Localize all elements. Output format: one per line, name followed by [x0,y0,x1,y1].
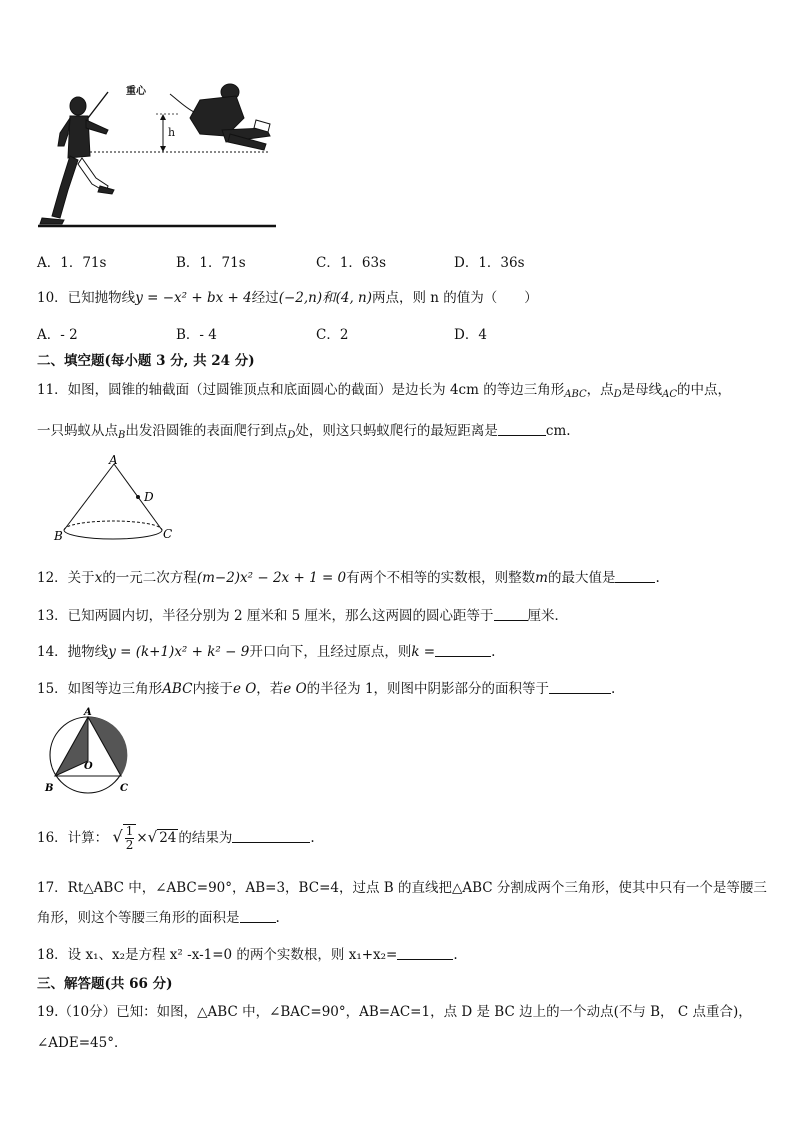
cone-label-b: B [54,529,63,543]
cone-label-c: C [163,527,173,541]
section-3-heading: 三、解答题(共 66 分) [37,976,173,992]
q9-option-b: B．1．71s [176,255,246,271]
q10-formula: y = −x² + bx + 4 [135,290,252,306]
q10-stem [37,286,538,306]
circle-label-c: C [120,783,128,794]
cone-label-a: A [109,453,118,467]
q13-answer-blank [494,608,528,621]
runner-figure [40,97,114,224]
q9-option-d: D．1．36s [454,255,525,271]
q9-option-a: A．1．71s [37,255,107,271]
q18-line: 18．设 x₁、x₂是方程 x² -x-1=0 的两个实数根，则 x₁+x₂= . [37,947,458,963]
q10-option-d: D．4 [454,327,487,343]
section-2-heading: 二、填空题(每小题 3 分, 共 24 分) [37,353,255,369]
q10-prefix: 10．已知抛物线 [37,290,136,306]
q11-line-1: 11．如图，圆锥的轴截面（过圆锥顶点和底面圆心的截面）是边长为 4cm 的等边三角形$_{ABC}$，点$_D$是母线$_{AC}$的中点， [37,382,732,400]
circle-label-a: A [84,707,92,718]
q14-line: 14．抛物线y = (k+1)x² + k² − 9开口向下，且经过原点，则k = . [37,644,496,660]
circle-label-b: B [45,783,54,794]
circle-label-o: O [84,761,93,772]
q12-line: 12．关于x的一元二次方程(m−2)x² − 2x + 1 = 0有两个不相等的实数根，则整数m的最大值是 . [37,570,660,586]
q17-answer-blank [240,910,276,923]
inscribed-triangle-figure [40,707,140,797]
q10-suffix: 两点，则 n 的值为（ ） [372,290,538,306]
q15-answer-blank [549,681,611,694]
q18-answer-blank [397,947,453,960]
q10-points: (−2,n)和(4, n) [278,290,373,306]
q16-answer-blank [232,830,310,843]
q13-line: 13．已知两圆内切，半径分别为 2 厘米和 5 厘米，那么这两圆的圆心距等于 厘米． [37,608,569,624]
q19-line-2: ∠ADE=45°． [37,1035,128,1051]
q10-option-b: B．- 4 [176,327,217,343]
long-jump-figure [30,78,290,230]
center-of-gravity-label: 重心 [126,86,146,97]
q11-answer-blank [498,423,546,436]
q17-line-1: 17．Rt△ABC 中，∠ABC=90°，AB=3，BC=4，过点 B 的直线把△ABC 分割成两个三角形，使其中只有一个是等腰三 [37,880,767,896]
q17-line-2: 角形，则这个等腰三角形的面积是 . [37,910,280,926]
q9-option-c: C．1．63s [316,255,387,271]
jumper-figure [190,84,270,150]
height-label: h [168,126,176,139]
q14-answer-blank [435,644,491,657]
q16-line: 16．计算： √ $\frac{1}{2}$ ×√ 24 的结果为 . [37,824,315,852]
cone-figure [50,452,180,547]
q15-line: 15．如图等边三角形ABC内接于e O，若e O的半径为 1，则图中阴影部分的面积等于 . [37,681,616,697]
q12-answer-blank [615,570,655,583]
q19-line-1: 19.（10分）已知：如图，△ABC 中，∠BAC=90°，AB=AC=1，点 D 是 BC 边上的一个动点(不与 B， C 点重合)， [37,1004,752,1020]
q10-option-a: A．- 2 [37,327,78,343]
q10-mid: 经过 [251,290,279,306]
q10-option-c: C．2 [316,327,349,343]
cone-label-d: D [144,490,154,504]
q11-line-2: 一只蚂蚁从点$_B$出发沿圆锥的表面爬行到点$_D$处，则这只蚂蚁爬行的最短距离是 cm. [37,423,571,441]
